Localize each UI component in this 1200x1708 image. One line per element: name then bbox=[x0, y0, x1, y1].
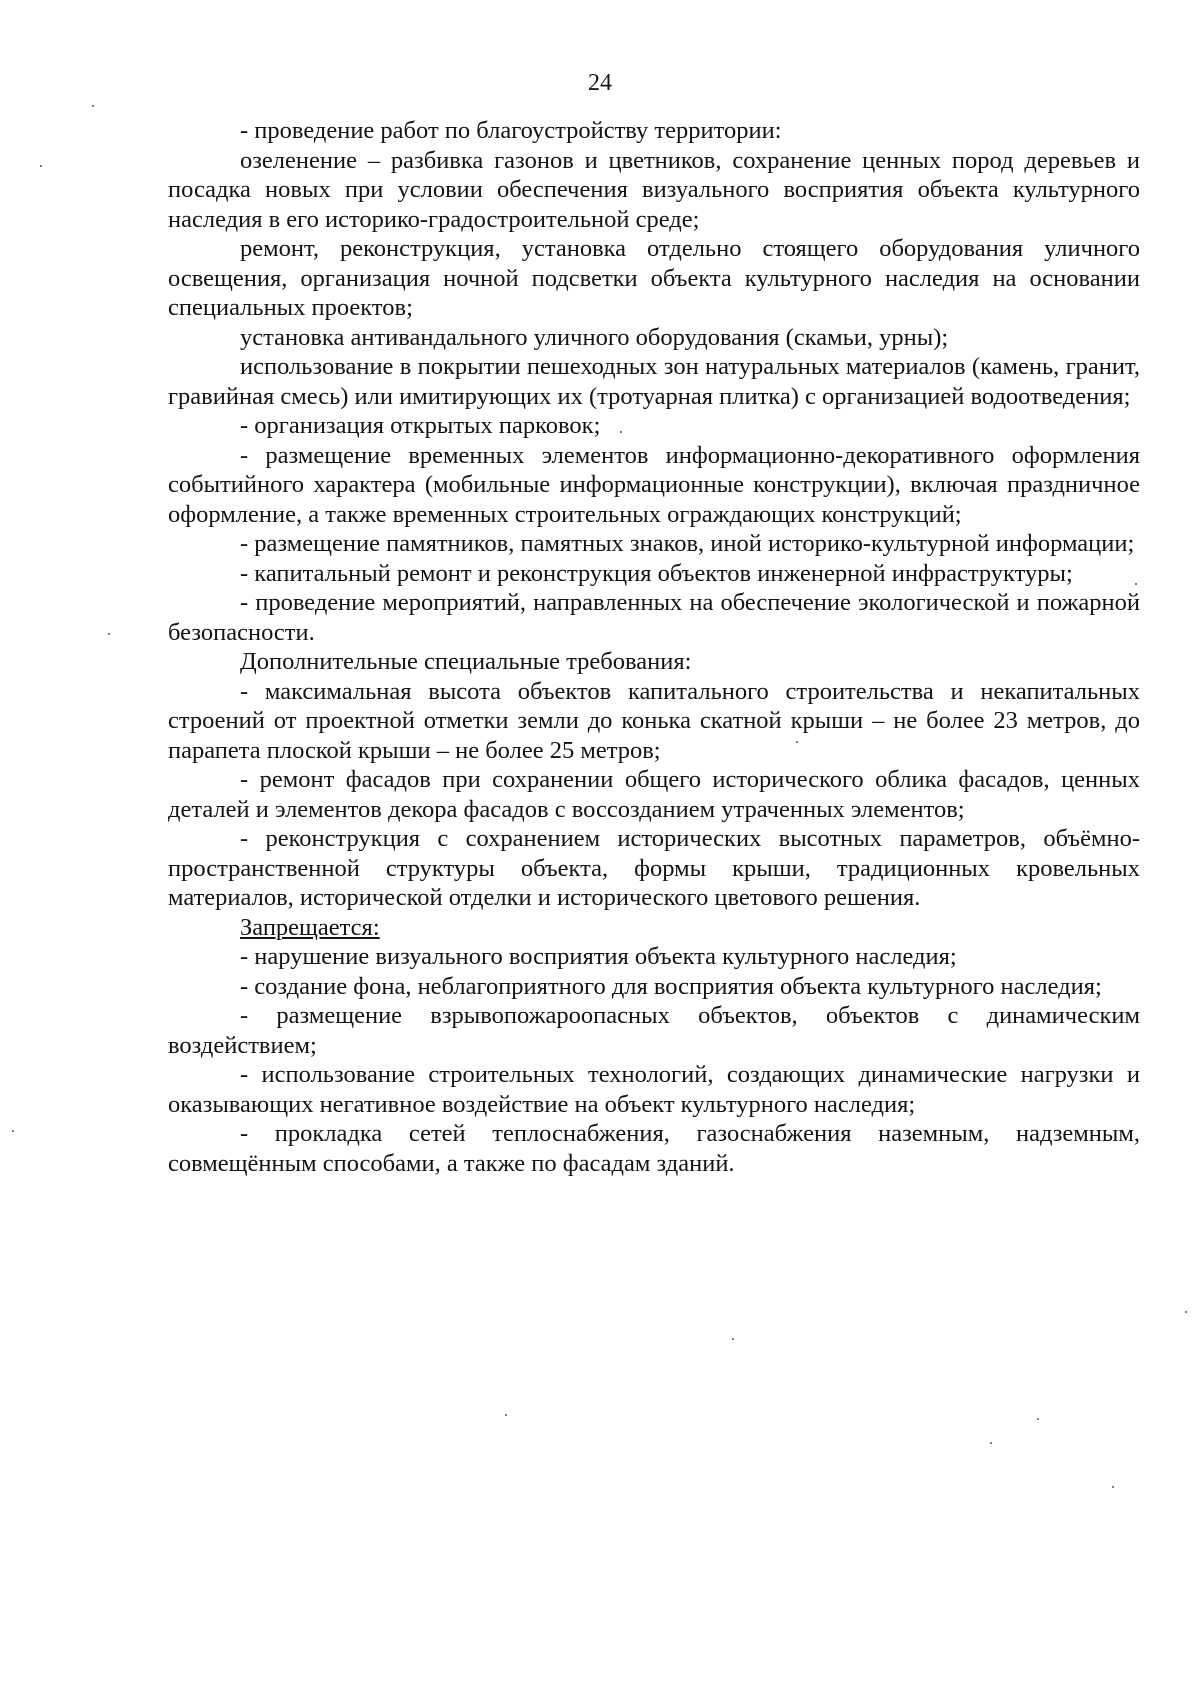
paragraph-street-lighting: ремонт, реконструкция, установка отдельно стоящего оборудования уличного освещения, организация ночной подсветки объекта культурного наследия на основании специальных проектов; bbox=[168, 235, 1140, 321]
paragraph-greening: озеленение – разбивка газонов и цветников, сохранение ценных пород деревьев и посадка новых при условии обеспечения визуального восприятия объекта культурного наследия в его историко-градостроительной среде; bbox=[168, 146, 1140, 233]
scan-speck bbox=[12, 1130, 14, 1132]
paragraph-infrastructure-repair: - капитальный ремонт и реконструкция объектов инженерной инфраструктуры; bbox=[240, 559, 1073, 587]
paragraph-unfavorable-background: - создание фона, неблагоприятного для восприятия объекта культурного наследия; bbox=[240, 972, 1102, 1000]
document-body bbox=[168, 116, 1140, 1178]
paragraph-landscaping-heading: - проведение работ по благоустройству территории: bbox=[240, 117, 782, 144]
page-number: 24 bbox=[588, 70, 612, 96]
paragraph-additional-requirements-heading: Дополнительные специальные требования: bbox=[240, 648, 692, 675]
paragraph-facade-repair: - ремонт фасадов при сохранении общего исторического облика фасадов, ценных деталей и элементов декора фасадов с воссозданием утраченных элементов; bbox=[168, 766, 1140, 823]
scan-speck bbox=[40, 165, 42, 167]
paragraph-pedestrian-paving: использование в покрытии пешеходных зон натуральных материалов (камень, гранит, гравийная смесь) или имитирующих их (тротуарная плитка) с организацией водоотведения; bbox=[168, 353, 1140, 410]
paragraph-reconstruction: - реконструкция с сохранением исторических высотных параметров, объёмно-пространственной структуры объекта, формы крыши, традиционных кровельных материалов, исторической отделки и исторического цветового решения. bbox=[168, 825, 1140, 911]
paragraph-temporary-decoration: - размещение временных элементов информационно-декоративного оформления событийного характера (мобильные информационные конструкции), включая праздничное оформление, а также временных строительных ограждающих конструкций; bbox=[168, 441, 1140, 528]
scan-speck bbox=[732, 1338, 734, 1340]
scan-speck bbox=[620, 431, 622, 433]
prohibited-label: Запрещается: bbox=[240, 913, 380, 941]
scan-speck bbox=[1112, 1486, 1114, 1488]
scan-speck bbox=[1135, 583, 1137, 585]
paragraph-hazardous-objects: - размещение взрывопожароопасных объектов, объектов с динамическим воздействием; bbox=[168, 1002, 1140, 1059]
scan-speck bbox=[1185, 1311, 1187, 1313]
paragraph-safety-measures: - проведение мероприятий, направленных на обеспечение экологической и пожарной безопасности. bbox=[168, 589, 1140, 646]
paragraph-street-equipment: установка антивандального уличного оборудования (скамьи, урны); bbox=[240, 323, 949, 351]
scan-speck bbox=[990, 1442, 992, 1444]
paragraph-prohibited-heading bbox=[168, 913, 1140, 943]
scan-speck bbox=[1037, 1418, 1039, 1420]
scan-speck bbox=[92, 105, 94, 107]
paragraph-construction-technologies: - использование строительных технологий, создающих динамические нагрузки и оказывающих негативное воздействие на объект культурного наследия; bbox=[168, 1061, 1140, 1118]
paragraph-max-height: - максимальная высота объектов капитального строительства и некапитальных строений от проектной отметки земли до конька скатной крыши – не более 23 метров, до парапета плоской крыши – не более 25 метров; bbox=[168, 677, 1140, 764]
scan-speck bbox=[505, 1414, 507, 1416]
paragraph-utility-networks: - прокладка сетей теплоснабжения, газоснабжения наземным, надземным, совмещённым способами, а также по фасадам зданий. bbox=[168, 1120, 1140, 1177]
paragraph-open-parking: - организация открытых парковок; bbox=[240, 412, 601, 439]
paragraph-monuments: - размещение памятников, памятных знаков, иной историко-культурной информации; bbox=[240, 530, 1135, 557]
scan-speck bbox=[796, 741, 798, 743]
paragraph-visual-perception: - нарушение визуального восприятия объекта культурного наследия; bbox=[240, 943, 957, 970]
scan-speck bbox=[108, 633, 110, 635]
